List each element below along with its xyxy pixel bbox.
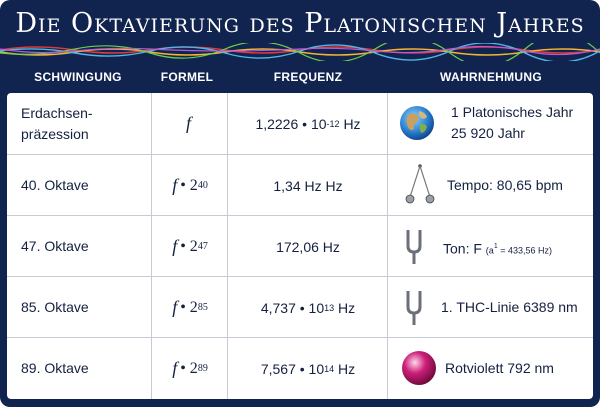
- formula-operator: • 2: [180, 237, 198, 255]
- table-row: [7, 93, 593, 154]
- wahrnehmung-text: 1. THC-Linie 6389 nm: [441, 299, 578, 315]
- frequenz-cell: 172,06 Hz: [276, 238, 340, 255]
- earth-globe-icon: [399, 105, 435, 141]
- tuning-fork-icon: [403, 289, 425, 327]
- schwingung-line: präzession: [21, 125, 89, 142]
- times-ten: • 10: [302, 115, 327, 132]
- schwingung-cell: 47. Oktave: [21, 238, 89, 254]
- table-row: [7, 154, 593, 216]
- formula-f: f: [172, 297, 178, 317]
- frequenz-cell: [229, 277, 387, 338]
- formula-exponent: 40: [197, 180, 208, 191]
- frequenz-exponent: -12: [326, 118, 340, 129]
- wahrnehmung-cell: [389, 93, 593, 154]
- schwingung-cell: 40. Oktave: [21, 177, 89, 193]
- formel-cell: [153, 216, 227, 277]
- formula-exponent: 85: [197, 302, 208, 313]
- times-ten: • 10: [299, 360, 325, 377]
- formula-f: f: [172, 175, 178, 195]
- frequenz-unit: Hz: [338, 360, 356, 377]
- formula-exponent: 89: [197, 363, 208, 374]
- tuning-fork-icon: [403, 228, 425, 266]
- frequenz-unit: Hz: [343, 115, 361, 132]
- octave-table: [7, 93, 593, 399]
- wahrnehmung-cell: [389, 216, 593, 277]
- table-row: [7, 276, 593, 338]
- wahrnehmung-cell: [389, 338, 593, 399]
- frequenz-cell: [229, 93, 387, 154]
- times-ten: • 10: [299, 299, 325, 316]
- frequenz-exponent: 14: [324, 363, 335, 374]
- frequenz-cell: [229, 338, 387, 399]
- note-base: (a: [485, 245, 494, 256]
- formula-operator: • 2: [180, 359, 198, 377]
- schwingung-cell: 89. Oktave: [21, 360, 89, 376]
- formula-operator: • 2: [180, 298, 198, 316]
- frequenz-mantissa: 7,567: [260, 360, 296, 377]
- formula-exponent: 47: [197, 241, 208, 252]
- note-exponent: 1: [493, 243, 498, 250]
- rainbow-wave-decoration: [0, 43, 600, 61]
- wahrnehmung-cell: [389, 155, 593, 216]
- wahrnehmung-text: Ton: F: [443, 240, 482, 257]
- header-frequenz: FREQUENZ: [273, 70, 343, 84]
- note-rest: = 433,56 Hz): [497, 245, 552, 256]
- schwingung-cell: 85. Oktave: [21, 299, 89, 315]
- formel-cell: [153, 93, 227, 154]
- wahrnehmung-line: 25 920 Jahr: [451, 125, 525, 141]
- table-row: [7, 215, 593, 277]
- frequenz-mantissa: 1,2226: [255, 115, 299, 132]
- formula-f: f: [172, 236, 178, 256]
- formula-f: f: [172, 358, 178, 378]
- formula-operator: • 2: [180, 176, 198, 194]
- frequenz-unit: Hz: [338, 299, 356, 316]
- frequenz-mantissa: 4,737: [260, 299, 296, 316]
- header-formel: FORMEL: [160, 70, 214, 84]
- table-row: [7, 337, 593, 399]
- wahrnehmung-text: Tempo: 80,65 bpm: [447, 177, 563, 193]
- header-wahrnehmung: WAHRNEHMUNG: [440, 70, 542, 84]
- formel-cell: [153, 277, 227, 338]
- schwingung-cell: [21, 93, 151, 154]
- frequenz-cell: 1,34 Hz Hz: [273, 177, 343, 194]
- page-title: Die Oktavierung des Platonischen Jahres: [15, 8, 585, 39]
- header-schwingung: SCHWINGUNG: [34, 70, 122, 84]
- formel-cell: [153, 338, 227, 399]
- formel-cell: [153, 155, 227, 216]
- schwingung-line: Erdachsen-: [21, 104, 93, 121]
- wahrnehmung-text: Rotviolett 792 nm: [445, 360, 554, 376]
- wahrnehmung-line: 1 Platonisches Jahr: [451, 104, 574, 120]
- pendulum-icon: [403, 163, 437, 205]
- wahrnehmung-cell: [389, 277, 593, 338]
- color-sphere-icon: [401, 350, 437, 386]
- formula-f: f: [185, 113, 191, 133]
- frequenz-exponent: 13: [324, 302, 335, 313]
